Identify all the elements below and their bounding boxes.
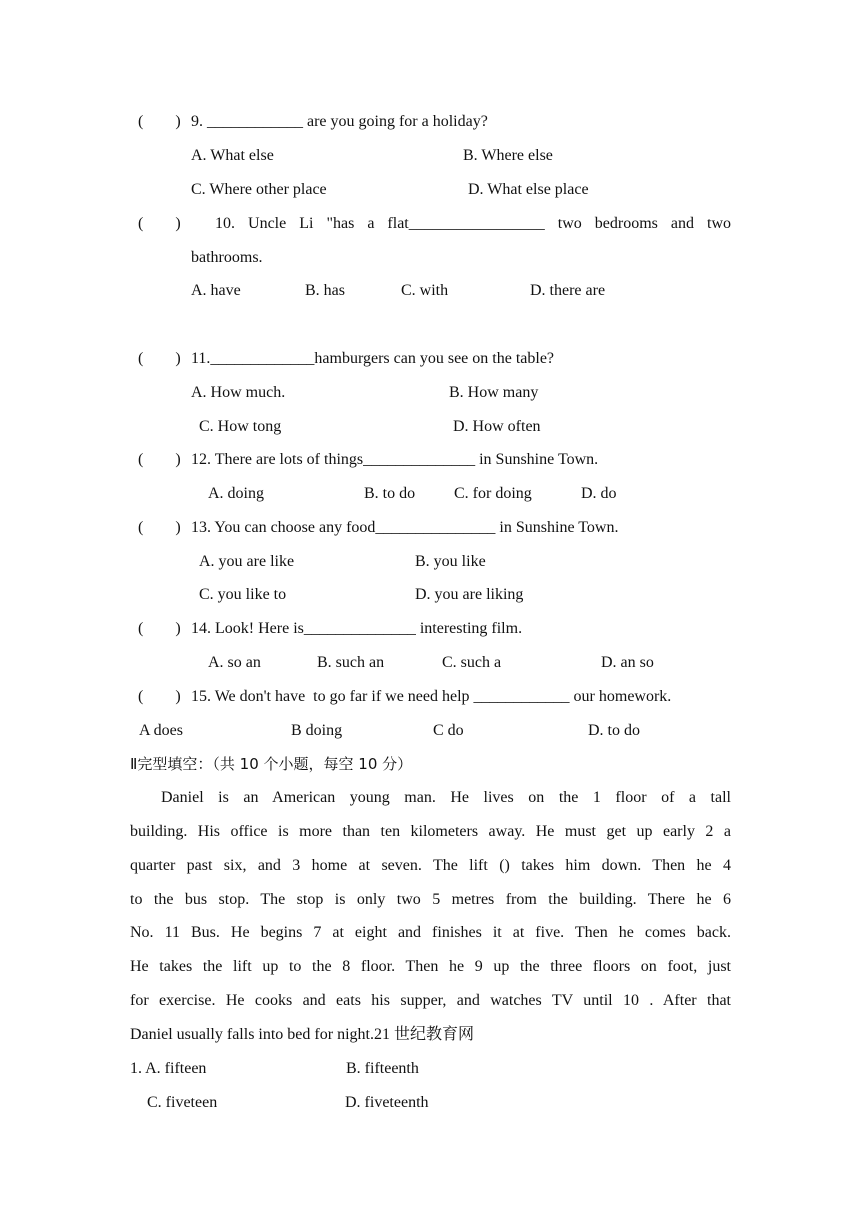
passage-line: building. His office is more than ten kilometers away. He must get up early 2 a [130, 823, 731, 840]
question-9-stem: 9. ____________ are you going for a holiday? [191, 113, 488, 130]
option-c: C. Where other place [191, 181, 327, 198]
passage-last-line: Daniel usually falls into bed for night.21 世纪教育网 [130, 1026, 474, 1043]
option-a: A. have [191, 282, 241, 299]
option-c: C. such a [442, 654, 502, 671]
option-a: A. How much. [191, 384, 286, 401]
option-d: D. you are liking [415, 586, 524, 603]
option-a: A. What else [191, 147, 274, 164]
option-c: C. How tong [199, 418, 282, 435]
option-a: A. so an [208, 654, 261, 671]
option-c: C. for doing [454, 485, 532, 502]
answer-bracket: ( ) [138, 620, 181, 637]
passage-line: He takes the lift up to the 8 floor. Then he 9 up the three floors on foot, just [130, 958, 731, 975]
option-c: C do [433, 722, 464, 739]
question-12-stem: 12. There are lots of things______________ in Sunshine Town. [191, 451, 599, 468]
passage-line: for exercise. He cooks and eats his supper, and watches TV until 10 . After that [130, 992, 731, 1009]
option-d: D. to do [588, 722, 640, 739]
question-13-stem: 13. You can choose any food_______________ in Sunshine Town. [191, 519, 619, 536]
option-d: D. an so [601, 654, 654, 671]
answer-bracket: ( ) [138, 519, 181, 536]
option-d: D. How often [453, 418, 541, 435]
option-b: B. such an [317, 654, 385, 671]
passage-line: Daniel is an American young man. He lives on the 1 floor of a tall [161, 789, 731, 806]
option-b: B. How many [449, 384, 539, 401]
passage-line: No. 11 Bus. He begins 7 at eight and finishes it at five. Then he comes back. [130, 924, 731, 941]
option-b: B doing [291, 722, 343, 739]
option-d: D. there are [530, 282, 606, 299]
question-10-stem: 10. Uncle Li "has a flat_________________ two bedrooms and two [215, 215, 731, 232]
option-d: D. do [581, 485, 617, 502]
option-c: C. with [401, 282, 449, 299]
question-11-stem: 11._____________hamburgers can you see on the table? [191, 350, 555, 367]
option-a: A. you are like [199, 553, 295, 570]
question-15-stem: 15. We don't have to go far if we need help ____________ our homework. [191, 688, 672, 705]
cloze-1-option-c: C. fiveteen [147, 1094, 218, 1111]
passage-line: to the bus stop. The stop is only two 5 metres from the building. There he 6 [130, 891, 731, 908]
option-a: A does [139, 722, 183, 739]
cloze-1-option-b: B. fifteenth [346, 1060, 419, 1077]
option-d: D. What else place [468, 181, 589, 198]
answer-bracket: ( ) [138, 113, 181, 130]
option-a: A. doing [208, 485, 264, 502]
option-c: C. you like to [199, 586, 287, 603]
passage-line: quarter past six, and 3 home at seven. The lift () takes him down. Then he 4 [130, 857, 731, 874]
option-b: B. Where else [463, 147, 553, 164]
question-10-stem-cont: bathrooms. [191, 249, 263, 266]
answer-bracket: ( ) [138, 451, 181, 468]
section-heading: Ⅱ完型填空：（共 10 个小题，每空 10 分） [130, 755, 413, 773]
cloze-1-option-a: 1. A. fifteen [130, 1060, 207, 1077]
question-14-stem: 14. Look! Here is______________ interesting film. [191, 620, 523, 637]
answer-bracket: ( ) [138, 215, 181, 232]
option-b: B. to do [364, 485, 416, 502]
answer-bracket: ( ) [138, 350, 181, 367]
cloze-1-option-d: D. fiveteenth [345, 1094, 429, 1111]
option-b: B. has [305, 282, 345, 299]
answer-bracket: ( ) [138, 688, 181, 705]
option-b: B. you like [415, 553, 486, 570]
